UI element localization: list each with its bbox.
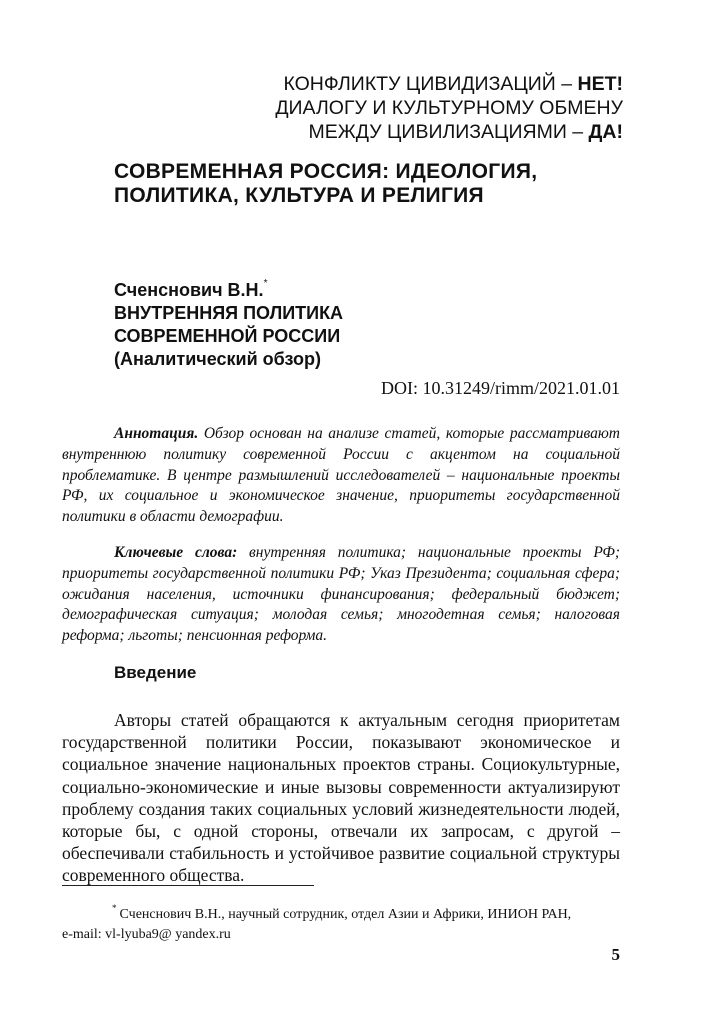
article-title-line-2: СОВРЕМЕННОЙ РОССИИ [114,326,341,346]
intro-paragraph: Авторы статей обращаются к актуальным сегодня приоритетам государственной политики России, показывают экономическое и социальное значение национальных проектов страны. Социокультурные, социально-экономические и иные вызовы современности актуализируют проблему создания таких социальных условий жизнедеятельности людей, которые бы, с одной стороны, отвечали их запросам, с другой – обеспечивали стабильность и устойчивое развитие социальной структуры современного общества. [62,710,620,886]
header-line-2: ДИАЛОГУ И КУЛЬТУРНОМУ ОБМЕНУ [275,97,623,119]
keywords [62,543,620,647]
running-header [275,72,623,144]
article-title-line-1: ВНУТРЕННЯЯ ПОЛИТИКА [114,303,344,323]
header-line-1-text: КОНФЛИКТУ ЦИВИДИЗАЦИЙ – [283,73,578,95]
author-footnote-mark: * [263,278,268,289]
footnote [62,898,622,945]
author-line [114,272,594,302]
header-line-1-bold: НЕТ! [577,73,623,95]
author-name: Сченснович В.Н. [114,280,264,300]
header-line-3-text: МЕЖДУ ЦИВИЛИЗАЦИЯМИ – [308,121,589,143]
page-number: 5 [611,945,620,964]
footnote-mark: * [112,903,117,913]
keywords-label: Ключевые слова: [114,544,238,561]
footnote-line-1 [62,898,622,925]
header-line-3 [275,120,623,144]
footnote-divider [62,885,314,886]
annotation-label: Аннотация. [114,425,199,442]
doi: DOI: 10.31249/rimm/2021.01.01 [381,378,620,398]
section-title-line-1: СОВРЕМЕННАЯ РОССИЯ: ИДЕОЛОГИЯ, [114,160,538,183]
footnote-line-2: e-mail: vl-lyuba9@ yandex.ru [62,927,231,942]
keywords-text: внутренняя политика; национальные проекты РФ; приоритеты государственной политики РФ; Указ Президента; социальная сфера; ожидания населения, источники финансирования; федеральный бюджет; демографическая ситуация; молодая семья; многодетная семья; налоговая реформа; льготы; пенсионная реформа. [62,544,621,645]
section-title-line-2: ПОЛИТИКА, КУЛЬТУРА И РЕЛИГИЯ [114,184,484,207]
section-title [114,160,634,208]
header-line-3-bold: ДА! [588,121,623,143]
annotation [62,424,620,528]
header-line-1 [275,72,623,96]
article-subtitle: (Аналитический обзор) [114,349,321,369]
intro-heading: Введение [114,663,197,682]
footnote-line-1-text: Сченснович В.Н., научный сотрудник, отдел Азии и Африки, ИНИОН РАН, [119,907,572,922]
annotation-text: Обзор основан на анализе статей, которые рассматривают внутреннюю политику современной России с акцентом на социальной проблематике. В центре размышлений исследователей – национальные проекты РФ, их социальное и экономическое значение, приоритеты государственной политики в области демографии. [62,425,620,526]
article-heading [114,272,594,371]
